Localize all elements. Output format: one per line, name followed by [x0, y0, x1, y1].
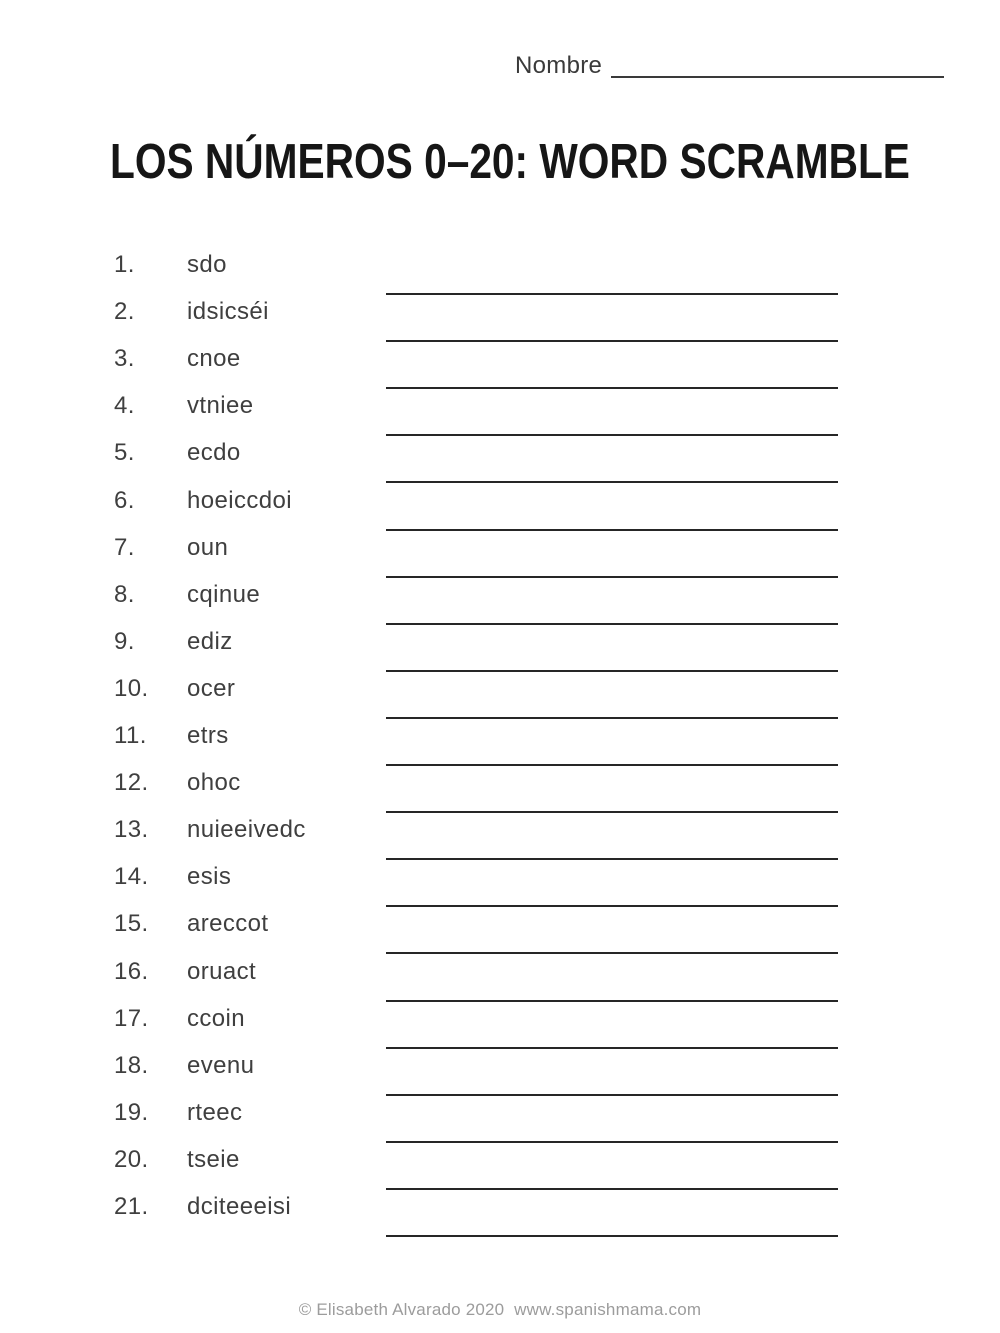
answer-blank-line: [386, 905, 838, 907]
scrambled-word: hoeiccdoi: [187, 486, 293, 514]
scramble-item: [114, 345, 241, 373]
item-number: 15.: [114, 910, 149, 938]
scramble-item: [114, 1099, 242, 1127]
scramble-item: [114, 863, 231, 891]
name-field-row: [515, 52, 944, 82]
scrambled-word: ediz: [187, 627, 233, 655]
item-number: 13.: [114, 816, 149, 844]
item-number: 17.: [114, 1004, 149, 1032]
scramble-item: [114, 251, 227, 279]
item-number: 2.: [114, 298, 135, 326]
name-blank-line: [611, 76, 944, 78]
scrambled-word: nuieeivedc: [187, 816, 306, 844]
answer-blank-line: [386, 529, 838, 531]
footer-credit: © Elisabeth Alvarado 2020 www.spanishmama.com: [298, 1300, 702, 1319]
item-number: 4.: [114, 392, 135, 420]
item-number: 21.: [114, 1193, 149, 1220]
scramble-item: [114, 958, 256, 986]
scramble-item: [114, 439, 241, 467]
scramble-item: [114, 1052, 254, 1080]
scramble-item: [114, 1005, 245, 1033]
scramble-item: [114, 816, 306, 844]
item-number: 1.: [114, 251, 135, 278]
scramble-item: [114, 722, 229, 750]
scramble-item: [114, 769, 241, 797]
item-number: 18.: [114, 1051, 149, 1079]
item-number: 8.: [114, 580, 135, 608]
scrambled-word: tseie: [187, 1145, 240, 1173]
scramble-item: [114, 1193, 291, 1221]
scramble-list: [114, 251, 374, 1251]
answer-blank-line: [386, 1141, 838, 1143]
answer-blank-line: [386, 1047, 838, 1049]
answer-blank-line: [386, 952, 838, 954]
scrambled-word: oun: [187, 533, 229, 561]
scrambled-word: esis: [187, 863, 232, 891]
scramble-item: [114, 392, 253, 420]
item-number: 20.: [114, 1145, 149, 1173]
answer-blank-line: [386, 1000, 838, 1002]
item-number: 16.: [114, 957, 149, 985]
answer-blank-line: [386, 811, 838, 813]
scramble-item: [114, 581, 260, 609]
item-number: 11.: [114, 722, 147, 749]
item-number: 14.: [114, 863, 149, 891]
answer-blank-line: [386, 387, 838, 389]
scrambled-word: cqinue: [187, 580, 261, 608]
answer-blank-line: [386, 1235, 838, 1237]
scramble-item: [114, 910, 269, 938]
scramble-item: [114, 298, 269, 326]
answer-blank-line: [386, 623, 838, 625]
answer-blank-line: [386, 1188, 838, 1190]
page-title: LOS NÚMEROS 0–20: WORD SCRAMBLE: [110, 135, 910, 189]
answer-blank-line: [386, 858, 838, 860]
item-number: 10.: [114, 674, 149, 702]
scrambled-word: vtniee: [187, 392, 254, 420]
scrambled-word: ecdo: [187, 439, 241, 467]
scrambled-word: oruact: [187, 957, 257, 985]
item-number: 19.: [114, 1098, 149, 1126]
name-label: Nombre: [515, 52, 603, 79]
answer-blank-line: [386, 481, 838, 483]
item-number: 7.: [114, 533, 135, 561]
scramble-item: [114, 628, 233, 656]
answer-blank-line: [386, 1094, 838, 1096]
item-number: 6.: [114, 486, 135, 514]
item-number: 5.: [114, 439, 135, 467]
answer-blank-line: [386, 340, 838, 342]
scrambled-word: cnoe: [187, 345, 241, 373]
scramble-item: [114, 675, 235, 703]
item-number: 9.: [114, 627, 135, 655]
answer-blank-line: [386, 576, 838, 578]
scrambled-word: sdo: [187, 251, 227, 278]
scrambled-word: etrs: [187, 722, 229, 749]
scramble-item: [114, 487, 292, 515]
scrambled-word: dciteeeisi: [187, 1193, 292, 1220]
answer-blank-line: [386, 434, 838, 436]
scramble-item: [114, 1146, 240, 1174]
answer-blank-line: [386, 293, 838, 295]
scrambled-word: evenu: [187, 1051, 255, 1079]
scrambled-word: rteec: [187, 1098, 243, 1126]
scrambled-word: idsicséi: [187, 298, 269, 326]
scrambled-word: ccoin: [187, 1004, 246, 1032]
scrambled-word: ohoc: [187, 769, 241, 797]
answer-blank-line: [386, 670, 838, 672]
scramble-item: [114, 534, 228, 562]
item-number: 12.: [114, 769, 149, 797]
answer-blank-line: [386, 717, 838, 719]
scrambled-word: ocer: [187, 674, 236, 702]
scrambled-word: areccot: [187, 910, 269, 938]
answer-blank-line: [386, 764, 838, 766]
item-number: 3.: [114, 345, 135, 373]
